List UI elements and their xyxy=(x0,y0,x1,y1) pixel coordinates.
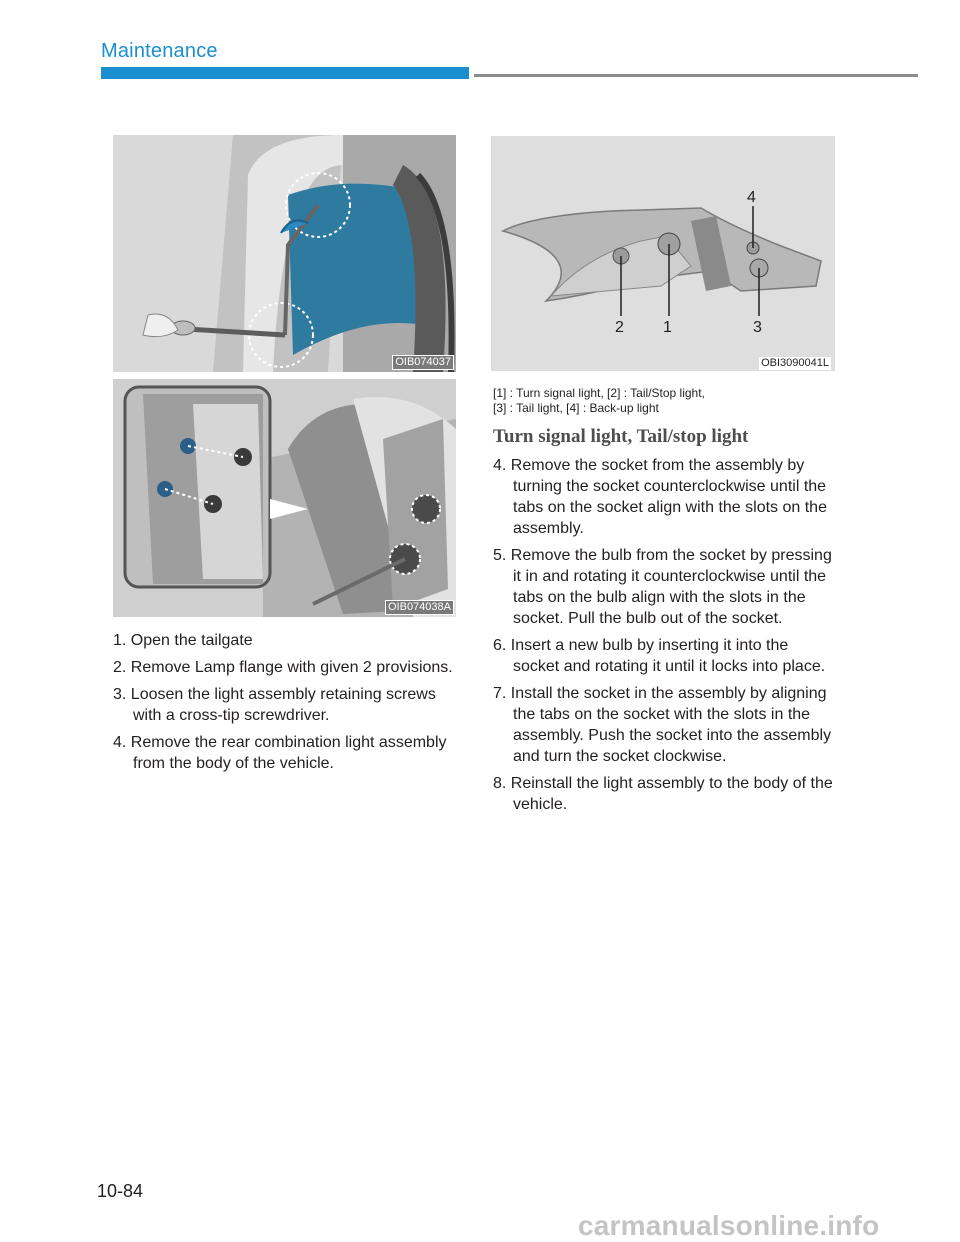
procedure-steps-removal xyxy=(113,630,453,780)
step-item: 6. Insert a new bulb by inserting it into the socket and rotating it until it locks into place. xyxy=(493,637,826,675)
figure-code: OBI3090041L xyxy=(761,357,829,369)
header-rule-gray xyxy=(474,74,918,77)
callout-4: 4 xyxy=(747,189,756,206)
illustration-lamp-flange xyxy=(113,135,456,372)
figure-code: OIB074037 xyxy=(392,355,454,370)
callout-1: 1 xyxy=(663,319,672,336)
subheading: Turn signal light, Tail/stop light xyxy=(493,426,749,447)
watermark: carmanualsonline.info xyxy=(578,1210,880,1241)
step-item: 1. Open the tailgate xyxy=(113,632,253,649)
step-item: 3. Loosen the light assembly retaining screws with a cross-tip screwdriver. xyxy=(113,686,436,724)
illustration-retaining-screws xyxy=(113,379,456,617)
step-item: 4. Remove the rear combination light assembly from the body of the vehicle. xyxy=(113,734,447,772)
step-item: 2. Remove Lamp flange with given 2 provisions. xyxy=(113,659,453,676)
figure-retaining-screws xyxy=(113,379,456,617)
illustration-rear-combination-light xyxy=(491,136,835,371)
step-item: 8. Reinstall the light assembly to the body of the vehicle. xyxy=(493,775,833,813)
caption-line: [1] : Turn signal light, [2] : Tail/Stop light, xyxy=(493,386,705,400)
callout-3: 3 xyxy=(753,319,762,336)
caption-line: [3] : Tail light, [4] : Back-up light xyxy=(493,401,659,415)
figure-rear-combination-light xyxy=(491,136,835,371)
figure-code: OIB074038A xyxy=(385,600,454,615)
step-item: 7. Install the socket in the assembly by aligning the tabs on the socket with the slots in the assembly. Push the socket into the assembly and turn the socket clockwise. xyxy=(493,685,832,765)
callout-2: 2 xyxy=(615,319,624,336)
step-item: 4. Remove the socket from the assembly by turning the socket counterclockwise until the tabs on the socket align with the slots on the assembly. xyxy=(493,457,827,537)
figure-caption xyxy=(493,386,838,416)
section-title: Maintenance xyxy=(101,40,218,62)
header-rule-accent xyxy=(101,67,469,79)
step-item: 5. Remove the bulb from the socket by pressing it in and rotating it counterclockwise until the tabs on the bulb align with the slots in the socket. Pull the bulb out of the socket. xyxy=(493,547,832,627)
figure-lamp-flange-removal xyxy=(113,135,456,372)
procedure-steps-bulb-replacement xyxy=(493,455,838,821)
page-number: 10-84 xyxy=(97,1181,144,1201)
